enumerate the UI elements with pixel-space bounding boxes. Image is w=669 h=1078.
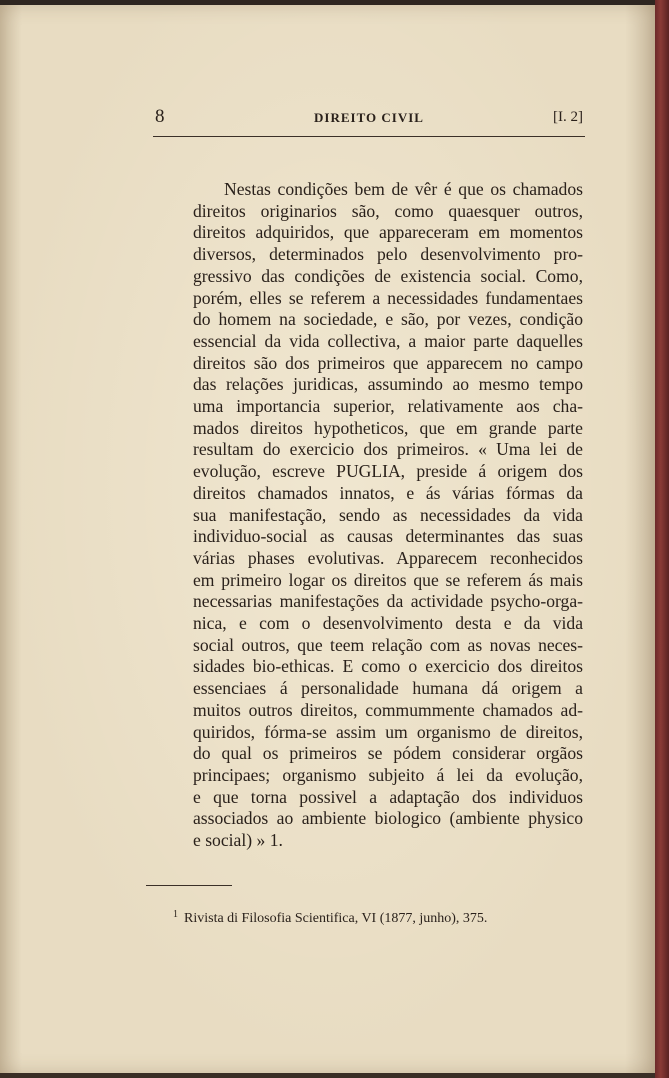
footnote-text: Rivista di Filosofia Scientifica, VI (1877, junho), 375. bbox=[184, 911, 488, 926]
text-line: e social) » 1. bbox=[193, 830, 283, 851]
text-line: e que torna possivel a adaptação dos individuos bbox=[193, 786, 583, 807]
text-line: sua manifestação, sendo as necessidades da vida bbox=[193, 504, 583, 525]
text-line: quiridos, fórma-se assim um organismo de direitos, bbox=[193, 721, 583, 742]
text-line: muitos outros direitos, commummente chamados ad- bbox=[193, 699, 583, 720]
text-line: mados direitos hypotheticos, que em grande parte bbox=[193, 417, 583, 438]
text-line: individuo-social as causas determinantes das suas bbox=[193, 526, 583, 547]
text-line: porém, elles se referem a necessidades fundamentaes bbox=[193, 287, 583, 308]
running-header bbox=[153, 106, 585, 134]
body-text bbox=[193, 179, 583, 852]
section-reference: [I. 2] bbox=[553, 109, 583, 125]
text-line: do homem na sociedade, e são, por vezes, condição bbox=[193, 309, 583, 330]
footnote-marker: 1 bbox=[173, 909, 178, 920]
text-line: em primeiro logar os direitos que se referem ás mais bbox=[193, 569, 583, 590]
text-line: essencial da vida collectiva, a maior parte daquelles bbox=[193, 330, 583, 351]
text-line: principaes; organismo subjeito á lei da evolução, bbox=[193, 764, 583, 785]
text-line: do qual os primeiros se pódem considerar orgãos bbox=[193, 743, 583, 764]
text-line: Nestas condições bem de vêr é que os chamados bbox=[224, 179, 583, 199]
text-line: necessarias manifestações da actividade psycho-orga- bbox=[193, 591, 583, 612]
text-line: direitos chamados innatos, e ás várias fórmas da bbox=[193, 482, 583, 503]
footnote-rule bbox=[146, 885, 232, 886]
running-title: DIREITO CIVIL bbox=[314, 110, 424, 125]
text-line: social outros, que teem relação com as novas neces- bbox=[193, 634, 583, 655]
footnote bbox=[173, 911, 593, 927]
text-line: direitos adquiridos, que appareceram em momentos bbox=[193, 222, 583, 243]
text-line: gressivo das condições de existencia social. Como, bbox=[193, 265, 583, 286]
text-line: diversos, determinados pelo desenvolvimento pro- bbox=[193, 244, 583, 265]
page-number: 8 bbox=[155, 106, 165, 127]
text-line: direitos originarios são, como quaesquer outros, bbox=[193, 200, 583, 221]
header-rule bbox=[153, 136, 585, 137]
book-cover-edge bbox=[655, 0, 669, 1078]
text-line: essenciaes á personalidade humana dá origem a bbox=[193, 678, 583, 699]
text-line: das relações juridicas, assumindo ao mesmo tempo bbox=[193, 374, 583, 395]
text-line: sidades bio-ethicas. E como o exercicio dos direitos bbox=[193, 656, 583, 677]
text-line: evolução, escreve PUGLIA, preside á origem dos bbox=[193, 461, 583, 482]
text-line: associados ao ambiente biologico (ambiente physico bbox=[193, 808, 583, 829]
text-line: uma importancia superior, relativamente aos cha- bbox=[193, 396, 583, 417]
text-line: direitos são dos primeiros que apparecem no campo bbox=[193, 352, 583, 373]
text-line: várias phases evolutivas. Apparecem reconhecidos bbox=[193, 547, 583, 568]
text-line: resultam do exercicio dos primeiros. « Uma lei de bbox=[193, 439, 583, 460]
text-line: nica, e com o desenvolvimento desta e da vida bbox=[193, 613, 583, 634]
